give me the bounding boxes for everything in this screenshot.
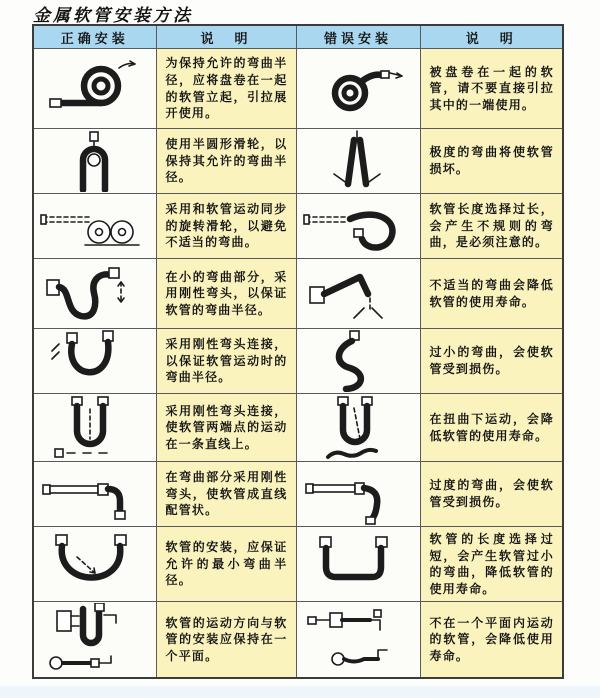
wrong-desc-cell bbox=[420, 49, 563, 129]
header-wrong-install: 错误安装 bbox=[296, 25, 420, 49]
header-description-2: 说 明 bbox=[420, 25, 563, 49]
table-row bbox=[33, 394, 563, 462]
table-row bbox=[33, 527, 563, 602]
description-text: 采用刚性弯头连接，使软管两端点的运动在一条直线上。 bbox=[165, 403, 288, 451]
wrong-desc-cell bbox=[420, 527, 563, 602]
correct-desc-cell bbox=[156, 462, 296, 527]
wrong-image-cell bbox=[296, 527, 420, 602]
correct-desc-cell bbox=[156, 394, 296, 462]
description-text: 极度的弯曲将使软管损坏。 bbox=[429, 145, 554, 176]
correct-image-cell bbox=[33, 129, 156, 194]
table-row bbox=[33, 462, 563, 527]
description-text: 软管的运动方向与软管的安装应保持在一个平面。 bbox=[165, 615, 288, 663]
too-small-bend-hose-illustration bbox=[302, 330, 414, 392]
straight-pipe-with-rigid-elbow-illustration bbox=[39, 463, 151, 525]
hose-with-synchronized-rollers-illustration bbox=[39, 195, 151, 257]
table-row bbox=[33, 259, 563, 329]
correct-desc-cell bbox=[156, 329, 296, 394]
wrong-desc-cell bbox=[420, 462, 563, 527]
description-text: 在扭曲下运动，会降低软管的使用寿命。 bbox=[429, 411, 554, 443]
wrong-desc-cell bbox=[420, 602, 563, 678]
page-title: 金属软管安装方法 bbox=[33, 6, 193, 25]
wrong-desc-cell bbox=[420, 394, 563, 462]
wrong-image-cell bbox=[296, 129, 420, 194]
correct-desc-cell bbox=[156, 259, 296, 329]
correct-image-cell bbox=[33, 259, 156, 329]
wrong-desc-cell bbox=[420, 329, 563, 394]
rigid-elbow-at-small-bend-illustration bbox=[39, 260, 151, 328]
wrong-image-cell bbox=[296, 259, 420, 329]
header-description-1: 说 明 bbox=[156, 25, 296, 49]
description-text: 软管长度选择过长，会产生不规则的弯曲，是必须注意的。 bbox=[429, 202, 554, 250]
description-text: 使用半圆形滑轮，以保持其允许的弯曲半径。 bbox=[165, 137, 288, 185]
short-hose-flat-bottom-u-illustration bbox=[302, 531, 414, 597]
overbent-pipe-end-illustration bbox=[302, 463, 414, 525]
correct-image-cell bbox=[33, 49, 156, 129]
wrong-desc-cell bbox=[420, 129, 563, 194]
description-text: 采用和软管运动同步的旋转滑轮，以避免不适当的弯曲。 bbox=[165, 202, 288, 250]
table-row bbox=[33, 329, 563, 394]
correct-image-cell bbox=[33, 194, 156, 259]
description-text: 被盘卷在一起的软管，请不要直接引拉其中的一端使用。 bbox=[429, 64, 554, 112]
coiled-hose-stood-up-illustration bbox=[39, 53, 151, 125]
wrong-image-cell bbox=[296, 49, 420, 129]
description-text: 为保持允许的弯曲半径，应将盘卷在一起的软管立起，引拉展开使用。 bbox=[165, 56, 288, 121]
coiled-hose-pulled-from-end-illustration bbox=[302, 53, 414, 125]
wrong-image-cell bbox=[296, 194, 420, 259]
page-bottom-band bbox=[0, 686, 600, 698]
correct-image-cell bbox=[33, 527, 156, 602]
correct-desc-cell bbox=[156, 194, 296, 259]
wrong-desc-cell bbox=[420, 259, 563, 329]
description-text: 采用刚性弯头连接，以保证软管运动时的弯曲半径。 bbox=[165, 337, 288, 385]
installation-methods-table bbox=[32, 24, 564, 679]
correct-image-cell bbox=[33, 329, 156, 394]
hose-motion-out-of-plane-illustration bbox=[302, 603, 414, 675]
wrong-image-cell bbox=[296, 329, 420, 394]
correct-desc-cell bbox=[156, 129, 296, 194]
correct-image-cell bbox=[33, 602, 156, 678]
description-text: 不适当的弯曲会降低软管的使用寿命。 bbox=[429, 277, 554, 309]
wrong-desc-cell bbox=[420, 194, 563, 259]
description-text: 过度的弯曲，会使软管受到损伤。 bbox=[429, 478, 554, 509]
description-text: 过小的弯曲，会使软管受到损伤。 bbox=[429, 345, 554, 376]
correct-desc-cell bbox=[156, 527, 296, 602]
overlong-hose-irregular-loop-illustration bbox=[302, 195, 414, 257]
table-row bbox=[33, 49, 563, 129]
description-text: 软管的长度选择过短，会产生软管过小的弯曲，降低软管的使用寿命。 bbox=[429, 532, 554, 596]
hose-motion-in-one-plane-illustration bbox=[39, 603, 151, 675]
correct-desc-cell bbox=[156, 602, 296, 678]
description-text: 在弯曲部分采用刚性弯头，使软管成直线配管状。 bbox=[165, 470, 288, 518]
table-row bbox=[33, 194, 563, 259]
header-row bbox=[33, 25, 563, 49]
table-row bbox=[33, 129, 563, 194]
correct-desc-cell bbox=[156, 49, 296, 129]
description-text: 在小的弯曲部分，采用刚性弯头，以保证软管的弯曲半径。 bbox=[165, 269, 288, 317]
wide-u-minimum-bend-radius-illustration bbox=[39, 531, 151, 597]
u-hose-twisted-motion-illustration bbox=[302, 395, 414, 461]
table-row bbox=[33, 602, 563, 678]
wrong-image-cell bbox=[296, 394, 420, 462]
header-correct-install: 正确安装 bbox=[33, 25, 156, 49]
correct-image-cell bbox=[33, 394, 156, 462]
improper-sharp-bend-illustration bbox=[302, 260, 414, 328]
wrong-image-cell bbox=[296, 462, 420, 527]
hose-extremely-pinched-bend-illustration bbox=[302, 130, 414, 192]
hose-over-semicircular-pulley-illustration bbox=[39, 130, 151, 192]
description-text: 软管的安装，应保证允许的最小弯曲半径。 bbox=[165, 540, 288, 588]
u-hose-endpoints-on-line-illustration bbox=[39, 395, 151, 461]
wrong-image-cell bbox=[296, 602, 420, 678]
correct-image-cell bbox=[33, 462, 156, 527]
description-text: 不在一个平面内运动的软管，会降低使用寿命。 bbox=[429, 615, 554, 663]
u-hose-rigid-elbow-connection-illustration bbox=[39, 330, 151, 392]
